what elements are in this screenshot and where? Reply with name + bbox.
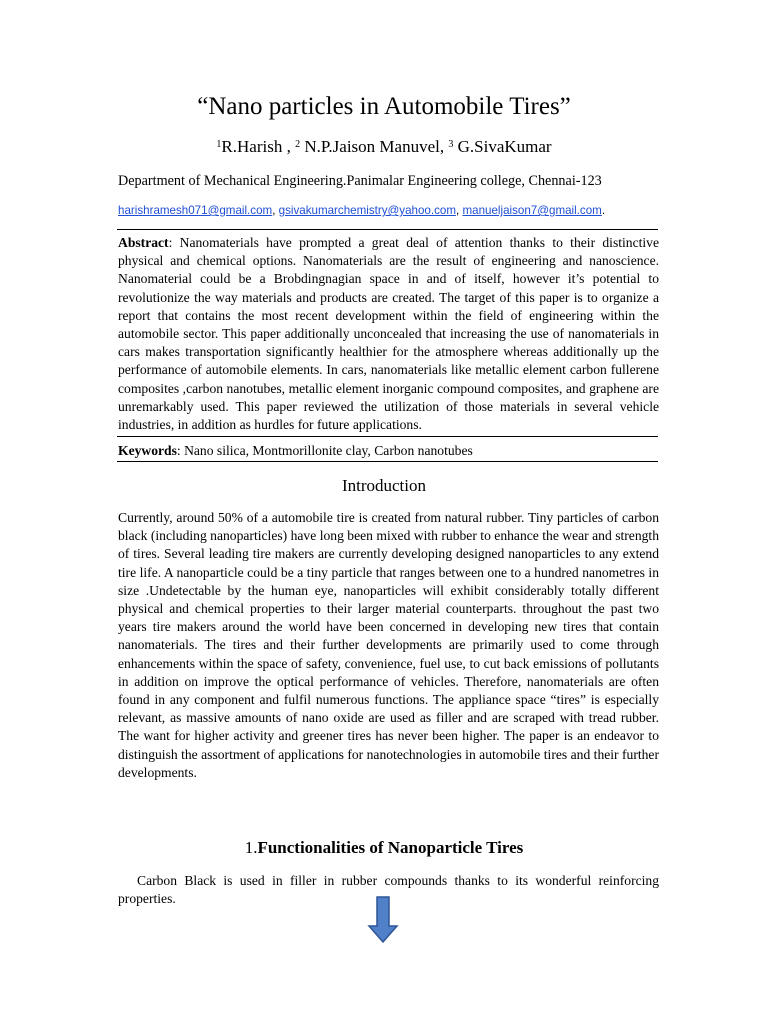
author-2-name: N.P.Jaison Manuvel	[304, 137, 440, 156]
author-3	[448, 137, 551, 156]
author-line	[0, 136, 768, 158]
email-link-3[interactable]: manueljaison7@gmail.com	[462, 204, 602, 217]
section-1-title: Functionalities of Nanoparticle Tires	[257, 838, 524, 857]
author-separator: ,	[282, 137, 296, 156]
section-1-heading	[0, 837, 768, 859]
email-link-2[interactable]: gsivakumarchemistry@yahoo.com	[278, 204, 457, 217]
author-3-affiliation: 3	[448, 139, 454, 150]
divider-keywords	[117, 461, 658, 462]
down-arrow-icon	[367, 896, 399, 944]
keywords-label: Keywords	[118, 443, 177, 458]
author-1	[216, 137, 295, 156]
author-separator: ,	[439, 137, 449, 156]
introduction-paragraph: Currently, around 50% of a automobile tire is created from natural rubber. Tiny particles of carbon black (including nanoparticles) have long been mixed with rubber to enhance the wear and strength of tires. Several leading tire makers are currently developing designed nanoparticles to any extend tire life. A nanoparticle could be a tiny particle that ranges between one to a hundred nanometres in size .Undetectable by the human eye, nanoparticles will exhibit considerably totally different physical and chemical properties to their larger material counterparts. throughout the past two years tire makers around the world have been concerned in developing new tires that contain nanomaterials. The tires and their further developments are primarily used to come through enhancements within the space of safety, convenience, fuel use, to cut back emissions of pollutants in addition on improve the optical performance of vehicles. Therefore, nanomaterials are often found in any component and fulfil numerous functions. The appliance space “tires” is especially relevant, as massive amounts of nano oxide are used as filler and are scraped with tread rubber. The want for higher activity and greener tires has never been higher. The paper is an endeavor to distinguish the assortment of applications for nanotechnologies in automobile tires and their further developments.	[118, 510, 659, 780]
department-affiliation: Department of Mechanical Engineering.Panimalar Engineering college, Chennai-123	[118, 173, 602, 189]
divider-abstract	[117, 436, 658, 437]
introduction-heading: Introduction	[341, 476, 427, 495]
section-1-number: 1.	[244, 838, 258, 857]
author-1-affiliation: 1	[216, 139, 222, 150]
section-1-paragraph: Carbon Black is used in filler in rubber compounds thanks to its wonderful reinforcing properties.	[118, 873, 659, 907]
author-2	[295, 137, 448, 156]
paper-title: “Nano particles in Automobile Tires”	[197, 93, 571, 120]
email-line: harishramesh071@gmail.com, gsivakumarchemistry@yahoo.com, manueljaison7@gmail.com.	[118, 204, 606, 217]
keywords-paragraph	[118, 442, 659, 460]
abstract-label: Abstract	[118, 235, 169, 250]
abstract-text: : Nanomaterials have prompted a great deal of attention thanks to their distinctive physical and chemical options. Nanomaterials are the result of engineering and nanoscience. Nanomaterial could be a Brobdingnagian space in and of itself, however it’s potential to revolutionize the way materials and products are created. The target of this paper is to organize a report that contains the most recent development within the field of engineering within the automobile sector. This paper additionally unconcealed that increasing the use of nanomaterials in cars makes transportation significantly healthier for the atmosphere whereas additionally up the performance of automobile elements. In cars, nanomaterials like metallic element carbon fullerene composites ,carbon nanotubes, metallic element inorganic compound composites, and graphene are unremarkably used. This paper reviewed the utilization of those materials in several vehicle industries, in addition as hurdles for future applications.	[118, 235, 659, 433]
author-2-affiliation: 2	[295, 139, 301, 150]
author-1-name: R.Harish	[221, 137, 283, 156]
email-link-1[interactable]: harishramesh071@gmail.com	[118, 204, 273, 217]
abstract-paragraph	[118, 234, 659, 434]
author-3-name: G.SivaKumar	[457, 137, 552, 156]
keywords-text: : Nano silica, Montmorillonite clay, Carbon nanotubes	[176, 443, 473, 458]
divider-top	[117, 229, 658, 230]
